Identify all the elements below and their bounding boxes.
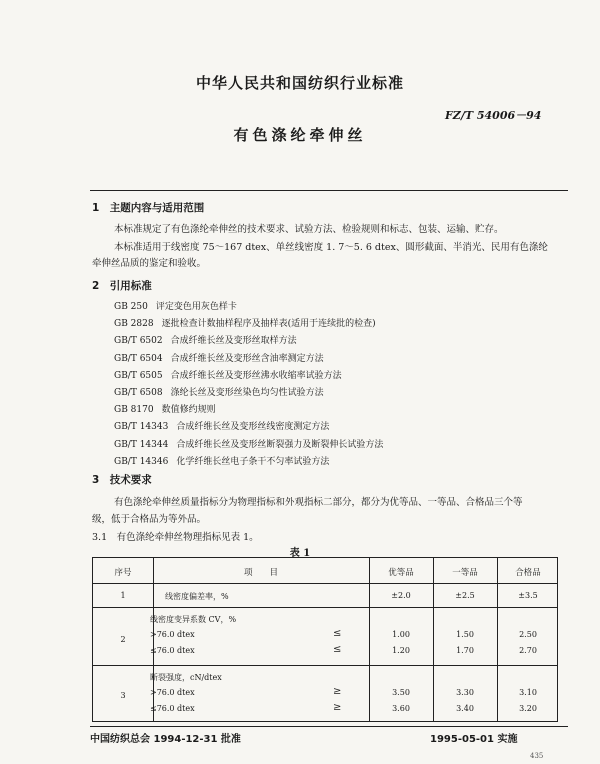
header-item: 项 目 <box>243 568 278 578</box>
section-1-para-2a: 本标准适用于线密度 75～167 dtex、单丝线密度 1. 7～5. 6 dtex、圆形截面、半消光、民用有色涤纶 <box>114 242 548 253</box>
row-3-no: 3 <box>120 691 126 700</box>
reference-item <box>114 299 237 312</box>
reference-title: 合成纤维长丝及变形丝含油率测定方法 <box>170 353 324 364</box>
reference-item <box>114 316 376 329</box>
reference-item <box>114 437 383 450</box>
reference-code: GB/T 14343 <box>114 422 169 433</box>
reference-code: GB/T 6505 <box>114 370 163 381</box>
reference-title: 数值修约规则 <box>161 405 216 416</box>
row-1-no: 1 <box>120 591 126 600</box>
reference-title: 逐批检查计数抽样程序及抽样表(适用于连续批的检查) <box>161 319 376 330</box>
reference-code: GB/T 6504 <box>114 353 163 364</box>
header-grade-first: 一等品 <box>452 568 478 578</box>
table-caption: 表 1 <box>289 548 311 559</box>
section-3-para-1a: 有色涤纶牵伸丝质量指标分为物理指标和外观指标二部分，都分为优等品、一等品、合格品三个等 <box>114 497 523 508</box>
row-3-sub-1-acceptable: 3.10 <box>519 688 537 697</box>
reference-item <box>114 419 329 432</box>
footer-rule <box>90 726 568 727</box>
implementation-date: 1995-05-01 实施 <box>430 734 518 745</box>
reference-code: GB/T 6508 <box>114 388 163 398</box>
subsection-3-1: 3.1 有色涤纶牵伸丝物理指标见表 1。 <box>92 532 259 543</box>
row-1-item: 线密度偏差率，% <box>165 592 229 601</box>
row-2-sub-1-label: >76.0 dtex <box>150 630 195 639</box>
reference-code: GB 8170 <box>114 405 154 416</box>
reference-item <box>114 385 324 398</box>
reference-title: 涤纶长丝及变形丝染色均匀性试验方法 <box>170 388 324 398</box>
row-3-sub-2-operator: ≥ <box>333 702 342 713</box>
row-3-sub-2-label: ≤76.0 dtex <box>150 704 195 713</box>
row-3-sub-1-label: >76.0 dtex <box>150 688 195 697</box>
header-no: 序号 <box>114 568 132 578</box>
section-3-heading: 3 技术要求 <box>92 474 152 486</box>
row-3-sub-2-acceptable: 3.20 <box>519 704 537 713</box>
reference-title: 评定变色用灰色样卡 <box>155 302 237 312</box>
reference-title: 合成纤维长丝及变形丝线密度测定方法 <box>176 422 330 433</box>
row-1-superior: ±2.0 <box>391 591 411 600</box>
reference-code: GB 250 <box>114 302 148 312</box>
document-title: 有色涤纶牵伸丝 <box>233 126 367 144</box>
row-3-sub-1-first: 3.30 <box>456 688 474 697</box>
section-3-para-1b: 级，低于合格品为等外品。 <box>92 514 207 525</box>
row-3-sub-1-superior: 3.50 <box>392 688 410 697</box>
row-2-item: 线密度变异系数 CV，% <box>150 615 237 624</box>
reference-title: 合成纤维长丝及变形丝断裂强力及断裂伸长试验方法 <box>176 439 384 450</box>
row-2-sub-1-operator: ≤ <box>333 628 342 639</box>
reference-item <box>114 333 297 346</box>
row-2-sub-2-acceptable: 2.70 <box>519 646 537 655</box>
section-1-para-1: 本标准规定了有色涤纶牵伸丝的技术要求、试验方法、检验规则和标志、包装、运输、贮存。 <box>114 224 504 235</box>
row-2-sub-1-acceptable: 2.50 <box>519 630 537 639</box>
reference-title: 合成纤维长丝及变形丝取样方法 <box>170 336 297 347</box>
standard-code: FZ/T 54006－94 <box>445 109 542 122</box>
section-1-heading: 1 主题内容与适用范围 <box>92 202 205 214</box>
reference-code: GB/T 14346 <box>114 456 169 467</box>
issuing-body-header: 中华人民共和国纺织行业标准 <box>195 74 404 92</box>
section-1-para-2b: 牵伸丝品质的鉴定和验收。 <box>92 258 207 269</box>
row-2-sub-2-first: 1.70 <box>456 646 474 655</box>
row-2-sub-2-label: ≤76.0 dtex <box>150 646 195 655</box>
approval-line: 中国纺织总会 1994-12-31 批准 <box>90 734 241 745</box>
header-rule <box>90 190 568 191</box>
reference-title: 化学纤维长丝电子条干不匀率试验方法 <box>176 456 330 467</box>
row-2-sub-1-first: 1.50 <box>456 630 474 639</box>
reference-item <box>114 454 329 467</box>
reference-item <box>114 351 324 364</box>
row-3-sub-2-first: 3.40 <box>456 704 474 713</box>
reference-code: GB/T 6502 <box>114 336 163 347</box>
row-2-sub-1-superior: 1.00 <box>392 630 410 639</box>
section-2-heading: 2 引用标准 <box>92 280 152 292</box>
reference-code: GB 2828 <box>114 319 154 330</box>
reference-code: GB/T 14344 <box>114 439 169 450</box>
physical-properties-table <box>92 557 558 722</box>
row-3-sub-1-operator: ≥ <box>333 686 342 697</box>
row-2-sub-2-operator: ≤ <box>333 644 342 655</box>
row-2-sub-2-superior: 1.20 <box>392 646 410 655</box>
header-grade-acceptable: 合格品 <box>515 568 541 578</box>
row-2-no: 2 <box>120 635 126 644</box>
row-1-acceptable: ±3.5 <box>518 591 538 600</box>
row-1-first: ±2.5 <box>455 591 475 600</box>
header-grade-superior: 优等品 <box>388 568 414 578</box>
row-3-item: 断裂强度，cN/dtex <box>150 673 222 682</box>
reference-item <box>114 368 342 381</box>
reference-item <box>114 402 216 415</box>
row-3-sub-2-superior: 3.60 <box>392 704 410 713</box>
page-number: 435 <box>530 752 544 760</box>
reference-title: 合成纤维长丝及变形丝沸水收缩率试验方法 <box>170 370 342 381</box>
